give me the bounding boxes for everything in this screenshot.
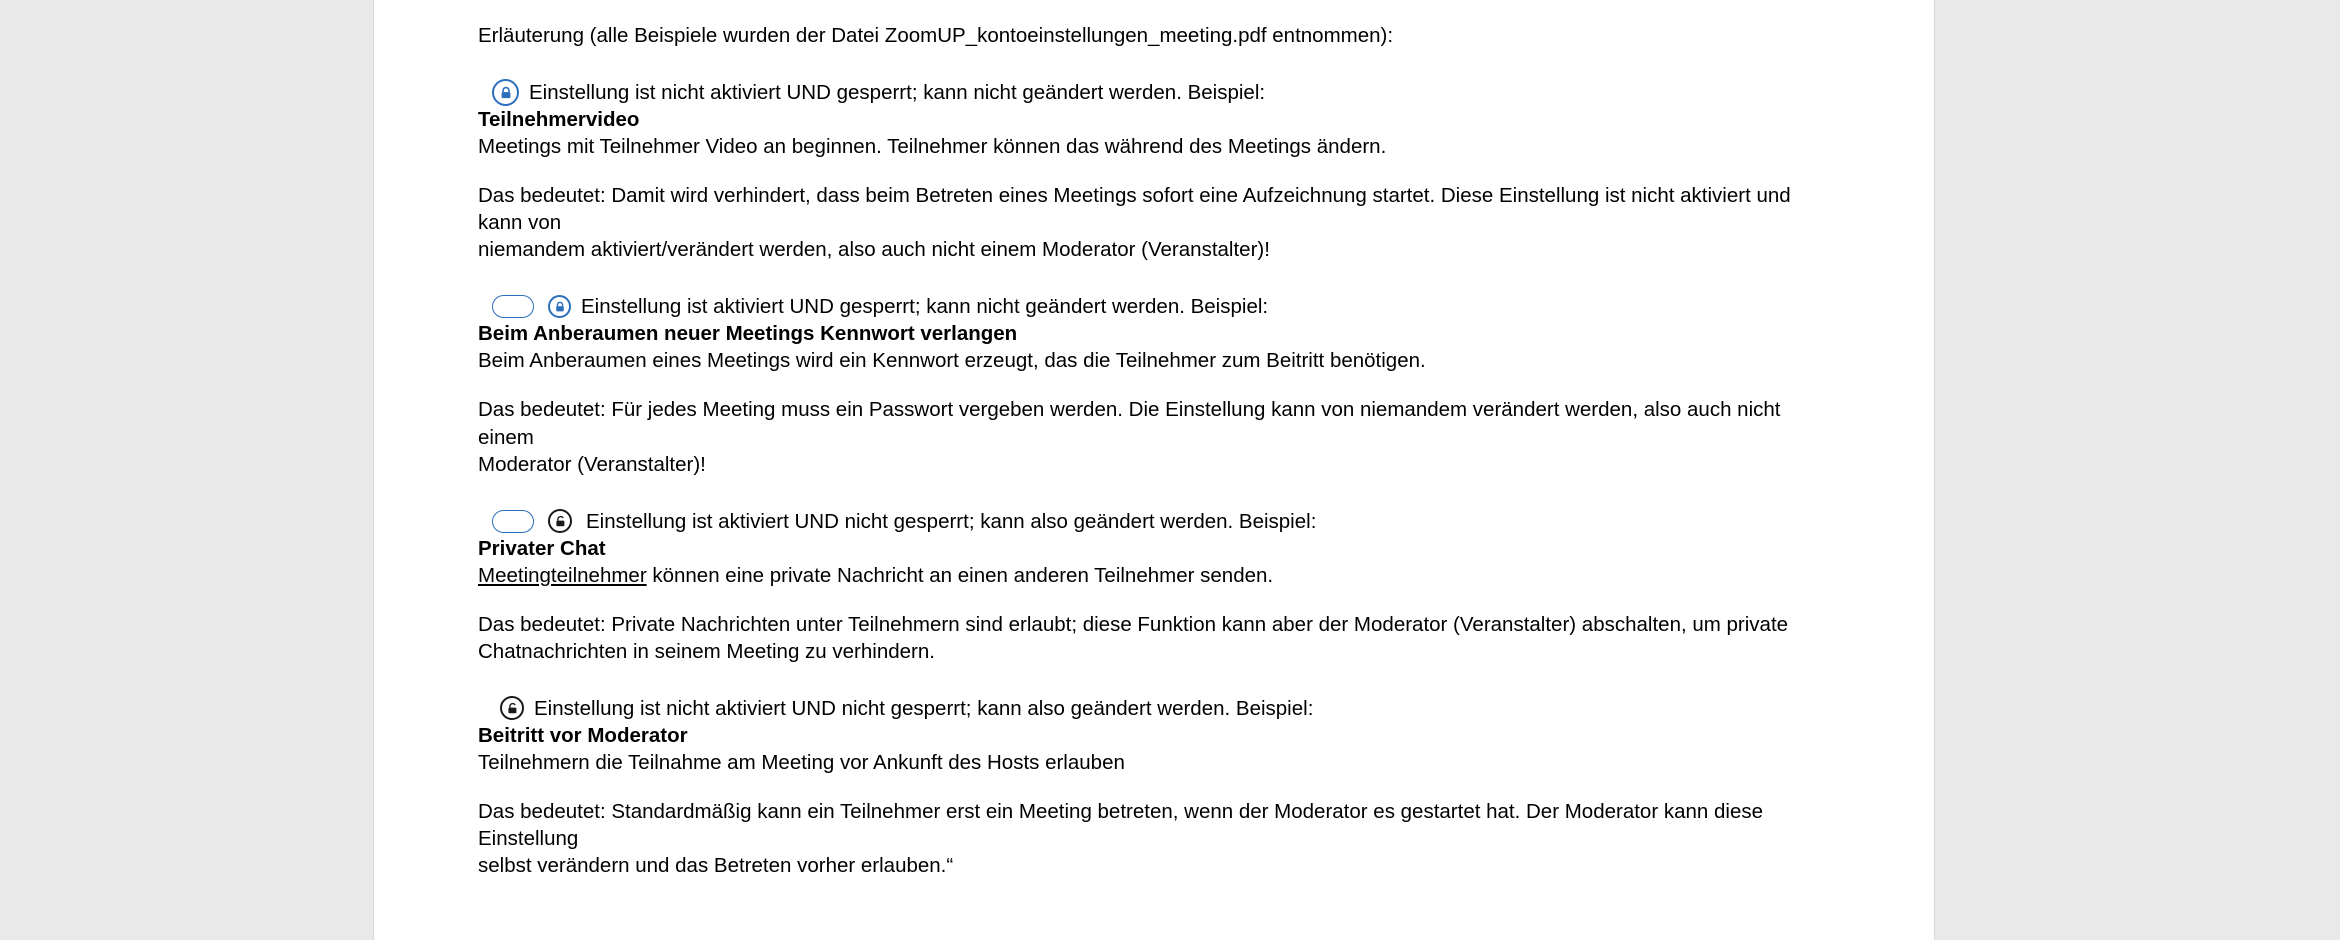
intro-paragraph: Erläuterung (alle Beispiele wurden der Datei ZoomUP_kontoeinstellungen_meeting.pdf entnommen):: [478, 24, 1394, 47]
toggle-switch-icon: [492, 295, 534, 318]
section-2-legend-text: Einstellung ist aktiviert UND gesperrt; kann nicht geändert werden. Beispiel:: [581, 295, 1269, 319]
section-2: [478, 293, 1798, 477]
lock-closed-icon: [548, 295, 571, 318]
section-3-meaning-line1: Das bedeutet: Private Nachrichten unter Teilnehmern sind erlaubt; diese Funktion kann aber der Moderator (Veranstalter) abschalten, um private: [478, 612, 1789, 636]
lock-closed-icon: [492, 79, 519, 106]
section-3-setting-title: Privater Chat: [478, 536, 606, 560]
section-3: [478, 508, 1798, 665]
section-1-legend-text: Einstellung ist nicht aktiviert UND gesperrt; kann nicht geändert werden. Beispiel:: [529, 81, 1266, 105]
section-3-setting-desc: [478, 562, 1798, 589]
section-1: [478, 79, 1798, 263]
section-1-legend-row: [478, 79, 1798, 106]
section-3-legend-row: [478, 508, 1798, 535]
section-3-legend-text: Einstellung ist aktiviert UND nicht gesperrt; kann also geändert werden. Beispiel:: [586, 509, 1317, 533]
section-1-meaning-line2: niemandem aktiviert/verändert werden, also auch nicht einem Moderator (Veranstalter)!: [478, 238, 1270, 262]
section-4-setting-desc: Teilnehmern die Teilnahme am Meeting vor Ankunft des Hosts erlauben: [478, 750, 1125, 774]
section-4-setting-title: Beitritt vor Moderator: [478, 723, 688, 747]
setting-desc-rest: können eine private Nachricht an einen anderen Teilnehmer senden.: [646, 563, 1274, 587]
setting-desc-link[interactable]: Meetingteilnehmer: [478, 563, 647, 587]
section-4-meaning-line1: Das bedeutet: Standardmäßig kann ein Teilnehmer erst ein Meeting betreten, wenn der Moderator es gestartet hat. Der Moderator kann diese Einstellung: [478, 799, 1764, 851]
section-1-setting-title: Teilnehmervideo: [478, 108, 640, 132]
toggle-switch-icon: [492, 510, 534, 533]
section-3-meaning-line2: Chatnachrichten in seinem Meeting zu verhindern.: [478, 639, 935, 663]
section-1-meaning-line1: Das bedeutet: Damit wird verhindert, dass beim Betreten eines Meetings sofort eine Aufzeichnung startet. Diese Einstellung ist nicht aktiviert und kann von: [478, 184, 1791, 235]
section-1-setting-desc: Meetings mit Teilnehmer Video an beginnen. Teilnehmer können das während des Meetings ändern.: [478, 135, 1387, 159]
lock-open-icon: [500, 696, 524, 720]
section-4-legend-text: Einstellung ist nicht aktiviert UND nicht gesperrt; kann also geändert werden. Beispiel:: [534, 696, 1314, 720]
document-content: [478, 22, 1798, 879]
section-4-legend-row: [478, 695, 1798, 722]
section-2-meaning-line1: Das bedeutet: Für jedes Meeting muss ein Passwort vergeben werden. Die Einstellung kann von niemandem verändert werden, also auch nicht einem: [478, 398, 1781, 449]
document-page: [374, 0, 1934, 940]
lock-open-icon: [548, 509, 572, 533]
section-4: [478, 695, 1798, 879]
section-2-setting-desc: Beim Anberaumen eines Meetings wird ein Kennwort erzeugt, das die Teilnehmer zum Beitritt benötigen.: [478, 349, 1426, 373]
section-2-meaning-line2: Moderator (Veranstalter)!: [478, 452, 706, 476]
section-2-setting-title: Beim Anberaumen neuer Meetings Kennwort verlangen: [478, 322, 1018, 346]
section-2-legend-row: [478, 293, 1798, 320]
section-4-meaning-line2: selbst verändern und das Betreten vorher erlauben.“: [478, 854, 954, 878]
